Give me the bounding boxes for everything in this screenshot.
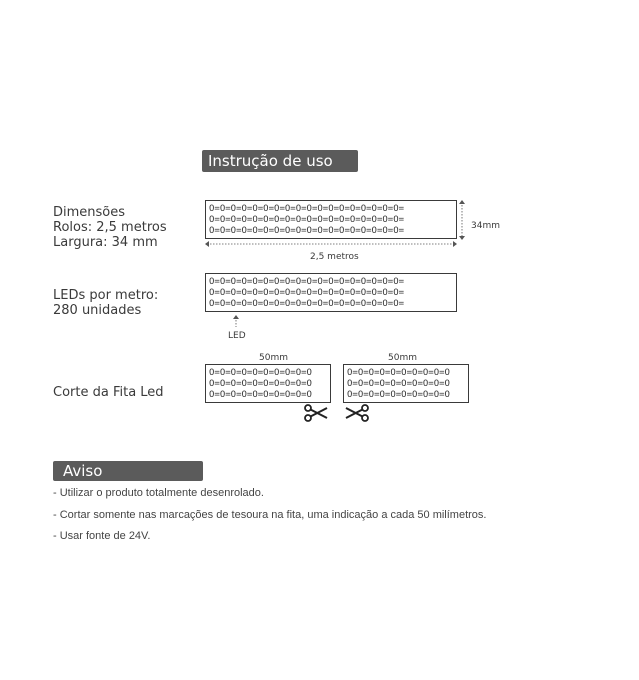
- leds-per-meter-label: [53, 288, 158, 318]
- led-row: O=O=O=O=O=O=O=O=O=O: [209, 368, 312, 378]
- led-row: O=O=O=O=O=O=O=O=O=O=O=O=O=O=O=O=O=O=: [209, 204, 405, 214]
- dimensions-title: Dimensões: [53, 205, 126, 220]
- leds-count: 280 unidades: [53, 303, 142, 318]
- note-item: - Utilizar o produto totalmente desenrolado.: [53, 487, 264, 499]
- scissors-icon: [304, 404, 328, 422]
- instruction-header: [202, 150, 358, 172]
- roll-length-text: Rolos: 2,5 metros: [53, 220, 167, 235]
- width-text: Largura: 34 mm: [53, 235, 158, 250]
- length-label: 2,5 metros: [310, 252, 359, 262]
- instruction-title: Instrução de uso: [208, 152, 333, 170]
- led-row: O=O=O=O=O=O=O=O=O=O=O=O=O=O=O=O=O=O=: [209, 226, 405, 236]
- length-arrow-icon: [205, 241, 457, 247]
- led-row: O=O=O=O=O=O=O=O=O=O: [347, 379, 450, 389]
- scissors-icon: [345, 404, 369, 422]
- left-segment-label: 50mm: [259, 353, 288, 363]
- led-label: LED: [228, 331, 246, 341]
- led-strip-segment-left: [205, 364, 331, 403]
- led-row: O=O=O=O=O=O=O=O=O=O=O=O=O=O=O=O=O=O=: [209, 277, 405, 287]
- right-segment-label: 50mm: [388, 353, 417, 363]
- led-pointer-arrow-icon: [232, 315, 240, 329]
- note-item: - Usar fonte de 24V.: [53, 530, 151, 542]
- note-item: - Cortar somente nas marcações de tesoura na fita, uma indicação a cada 50 milímetros.: [53, 509, 487, 521]
- led-strip-leds: [205, 273, 457, 312]
- cut-label: Corte da Fita Led: [53, 385, 164, 400]
- leds-title: LEDs por metro:: [53, 288, 159, 303]
- aviso-title: Aviso: [63, 462, 103, 480]
- led-row: O=O=O=O=O=O=O=O=O=O: [347, 368, 450, 378]
- height-arrow-icon: [459, 200, 465, 240]
- dimensions-label: [53, 205, 167, 250]
- height-label: 34mm: [471, 221, 500, 231]
- aviso-header: [53, 461, 203, 481]
- led-row: O=O=O=O=O=O=O=O=O=O=O=O=O=O=O=O=O=O=: [209, 215, 405, 225]
- led-strip-dimensions: [205, 200, 457, 239]
- led-row: O=O=O=O=O=O=O=O=O=O: [209, 390, 312, 400]
- led-row: O=O=O=O=O=O=O=O=O=O=O=O=O=O=O=O=O=O=: [209, 288, 405, 298]
- led-strip-segment-right: [343, 364, 469, 403]
- led-row: O=O=O=O=O=O=O=O=O=O=O=O=O=O=O=O=O=O=: [209, 299, 405, 309]
- led-row: O=O=O=O=O=O=O=O=O=O: [209, 379, 312, 389]
- led-row: O=O=O=O=O=O=O=O=O=O: [347, 390, 450, 400]
